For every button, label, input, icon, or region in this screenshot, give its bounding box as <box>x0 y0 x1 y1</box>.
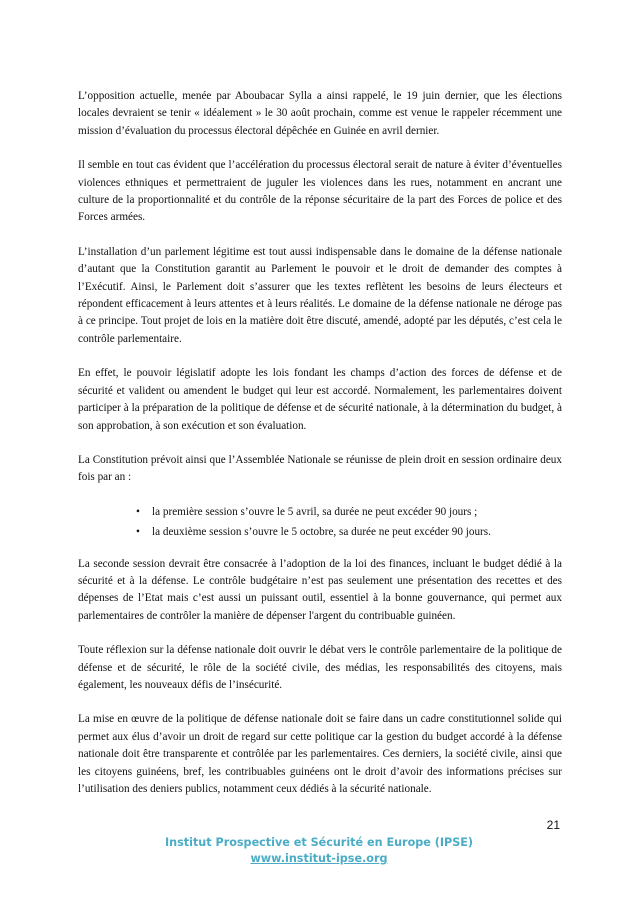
page-footer <box>0 835 638 867</box>
bullet-icon: • <box>136 526 140 539</box>
paragraph-electoral-process: Il semble en tout cas évident que l’accélération du processus électoral serait de nature à éviter d’éventuelles violences ethniques et permettraient de juguler les violences dans les rues, notamment en ancrant une culture de la proportionnalité et du contrôle de la réponse sécuritaire de la part des Forces de police et des Forces armées. <box>78 159 562 224</box>
paragraph-constitution: La Constitution prévoit ainsi que l’Assemblée Nationale se réunisse de plein droit en session ordinaire deux fois par an : <box>78 453 562 484</box>
paragraph-opposition: L’opposition actuelle, menée par Aboubacar Sylla a ainsi rappelé, le 19 juin dernier, que les élections locales devraient se tenir « idéalement » le 30 août prochain, comme est venue le rappeler récemment une mission d’évaluation du processus électoral dépêchée en Guinée en avril dernier. <box>78 90 562 137</box>
page-number: 21 <box>546 818 560 832</box>
footer-website-link[interactable]: www.institut-ipse.org <box>250 852 388 865</box>
document-body <box>78 88 562 815</box>
list-item <box>136 504 562 521</box>
list-item-text: la première session s’ouvre le 5 avril, sa durée ne peut excéder 90 jours ; <box>152 505 478 518</box>
paragraph-parliament: L’installation d’un parlement légitime est tout aussi indispensable dans le domaine de la défense nationale d’autant que la Constitution garantit au Parlement le pouvoir et le droit de demander des comptes à l’Exécutif. Ainsi, le Parlement doit s’assurer que les textes reflètent les besoins de leurs électeurs et répondent efficacement à leurs attentes et à leurs réalités. Le domaine de la défense nationale ne déroge pas à ce principe. Tout projet de lois en la matière doit être discuté, amendé, adopté par les députés, c’est cela le contrôle parlementaire. <box>78 245 562 345</box>
paragraph-implementation: La mise en œuvre de la politique de défense nationale doit se faire dans un cadre constitutionnel solide qui permet aux élus d’avoir un droit de regard sur cette politique car la gestion du budget accordé à la défense nationale doit être transparente et contrôlée par les parlementaires. Ces derniers, la société civile, ainsi que les citoyens guinéens, bref, les contribuables guinéens ont le droit d’avoir des informations précises sur l’utilisation des deniers publics, notamment ceux dédiés à la sécurité nationale. <box>78 713 562 795</box>
paragraph-second-session: La seconde session devrait être consacrée à l’adoption de la loi des finances, incluant le budget dédié à la sécurité et à la défense. Le contrôle budgétaire n’est pas seulement une présentation des recettes et des dépenses de l’Etat mais c’est aussi un puissant outil, essentiel à la bonne gouvernance, qui permet aux parlementaires de contrôler la manière de dépenser l'argent du contribuable guinéen. <box>78 557 562 622</box>
paragraph-reflection: Toute réflexion sur la défense nationale doit ouvrir le débat vers le contrôle parlementaire de la politique de défense et de sécurité, le rôle de la société civile, des médias, les responsabilités des citoyens, mais également, les nouveaux défis de l’insécurité. <box>78 644 562 691</box>
session-list <box>78 504 562 542</box>
paragraph-legislative-power: En effet, le pouvoir législatif adopte les lois fondant les champs d’action des forces de défense et de sécurité et valident ou amendent le budget qui leur est accordé. Normalement, les parlementaires doivent participer à la préparation de la politique de défense et de sécurité nationale, à la détermination du budget, à son approbation, à son exécution et son évaluation. <box>78 367 562 432</box>
footer-organization: Institut Prospective et Sécurité en Europe (IPSE) <box>164 836 474 849</box>
bullet-icon: • <box>136 505 140 518</box>
list-item <box>136 524 562 541</box>
list-item-text: la deuxième session s’ouvre le 5 octobre, sa durée ne peut excéder 90 jours. <box>152 526 491 539</box>
